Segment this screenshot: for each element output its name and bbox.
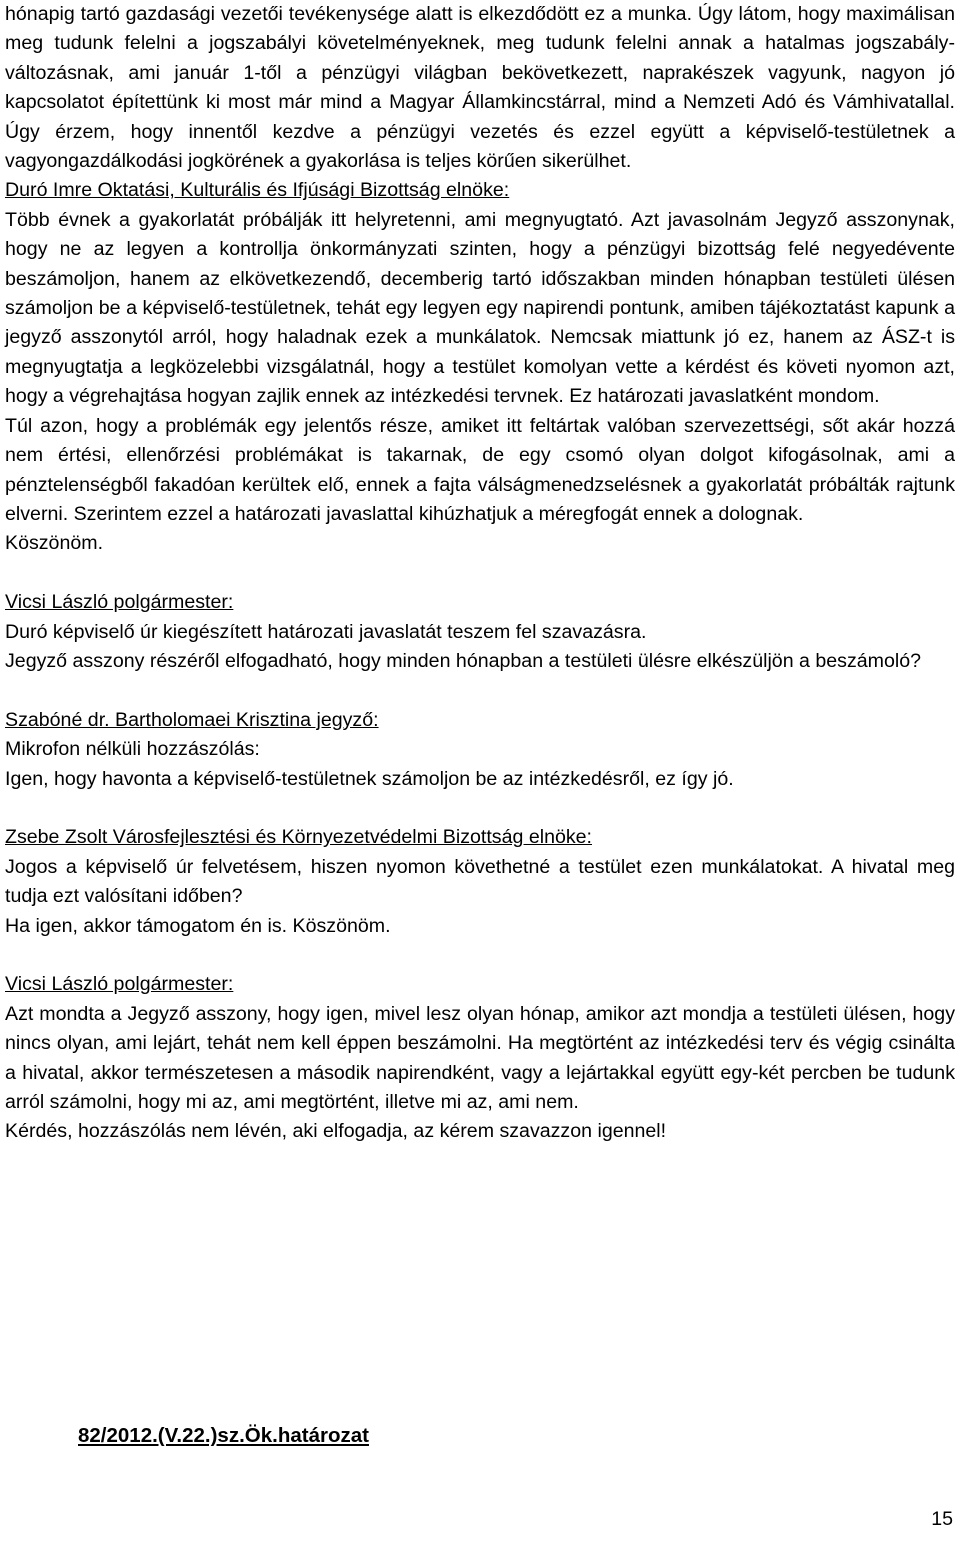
paragraph-gap (5, 794, 955, 823)
speaker-heading: Vicsi László polgármester: (5, 591, 234, 614)
speaker-heading: Szabóné dr. Bartholomaei Krisztina jegyző: (5, 708, 379, 731)
paragraph: Kérdés, hozzászólás nem lévén, aki elfogadja, az kérem szavazzon igennel! (5, 1120, 667, 1143)
speaker-line (5, 970, 955, 999)
page-number: 15 (931, 1508, 953, 1530)
paragraph-gap (5, 676, 955, 705)
paragraph: Igen, hogy havonta a képviselő-testületnek számoljon be az intézkedésről, ez így jó. (5, 767, 734, 790)
speaker-heading: Zsebe Zsolt Városfejlesztési és Környezetvédelmi Bizottság elnöke: (5, 826, 592, 849)
paragraph: Jogos a képviselő úr felvetésem, hiszen nyomon követhetné a testület ezen munkálatokat. A hivatal meg tudja ezt valósítani időben? (5, 855, 955, 908)
speaker-line (5, 176, 955, 205)
speaker-line (5, 823, 955, 852)
speaker-heading: Vicsi László polgármester: (5, 973, 234, 996)
speaker-heading: Duró Imre Oktatási, Kulturális és Ifjúsági Bizottság elnöke: (5, 179, 510, 202)
speaker-line (5, 706, 955, 735)
paragraph: hónapig tartó gazdasági vezetői tevékenysége alatt is elkezdődött ez a munka. Úgy látom, hogy maximálisan meg tudunk felelni a jogszabályi követelményeknek, meg tudunk felelni annak a hatalmas jogszabály-változásnak, ami január 1-től a pénzügyi világban bekövetkezett, naprakészek vagyunk, nagyon jó kapcsolatot építettünk ki most már mind a Magyar Államkincstárral, mind a Nemzeti Adó és Vámhivatallal. Úgy érzem, hogy innentől kezdve a pénzügyi vezetés és ezzel együtt a képviselő-testületnek a vagyongazdálkodási jogkörének a gyakorlása is teljes körűen sikerülhet. (5, 3, 955, 173)
paragraph: Ha igen, akkor támogatom én is. Köszönöm. (5, 914, 391, 937)
paragraph: Mikrofon nélküli hozzászólás: (5, 738, 260, 761)
paragraph-gap (5, 941, 955, 970)
paragraph: Jegyző asszony részéről elfogadható, hogy minden hónapban a testületi ülésre elkészüljön a beszámoló? (5, 649, 922, 672)
paragraph: Azt mondta a Jegyző asszony, hogy igen, mivel lesz olyan hónap, amikor azt mondja a testületi ülésen, hogy nincs olyan, ami lejárt, tehát nem kell éppen beszámolni. Ha megtörtént az intézkedési terv és végig csinálta a hivatal, akkor természetesen a második napirendként, vagy a lejártakkal együtt egy-két percben be tudunk arról számolni, hogy mi az, ami megtörtént, illetve mi az, ami nem. (5, 1002, 955, 1113)
paragraph: Több évnek a gyakorlatát próbálják itt helyretenni, ami megnyugtató. Azt javasolnám Jegyző asszonynak, hogy ne az legyen a kontrollja önkormányzati szinten, hogy a pénzügyi bizottság felé negyedévente beszámoljon, hanem az elkövetkezendő, decemberig tartó időszakban minden hónapban testületi ülésen számoljon be a képviselő-testületnek, tehát egy legyen egy napirendi pontunk, amiben tájékoztatást kapunk a jegyző asszonytól arról, hogy haladnak ezek a munkálatok. Nemcsak miattunk jó ez, hanem az ÁSZ-t is megnyugtatja a legközelebbi vizsgálatnál, hogy a testület komolyan vette a kérdést és követi nyomon azt, hogy a végrehajtása hogyan zajlik ennek az intézkedési tervnek. Ez határozati javaslatként mondom. (5, 208, 955, 408)
resolution-title: 82/2012.(V.22.)sz.Ök.határozat (78, 1424, 369, 1447)
paragraph: Túl azon, hogy a problémák egy jelentős része, amiket itt feltártak valóban szervezettségi, sőt akár hozzá nem értési, ellenőrzési problémákat is takarnak, de egy csomó olyan dolgot kifogásolnak, ami a pénztelenségből fakadóan kerültek elő, ennek a fajta válságmenedzselésnek a gyakorlatát próbálták rajtunk elverni. Szerintem ezzel a határozati javaslattal kihúzhatjuk a méregfogát ennek a dolognak. (5, 414, 955, 525)
paragraph: Duró képviselő úr kiegészített határozati javaslatát teszem fel szavazásra. (5, 620, 647, 643)
paragraph: Köszönöm. (5, 532, 104, 555)
speaker-line (5, 588, 955, 617)
document-body (5, 0, 955, 1147)
paragraph-gap (5, 559, 955, 588)
